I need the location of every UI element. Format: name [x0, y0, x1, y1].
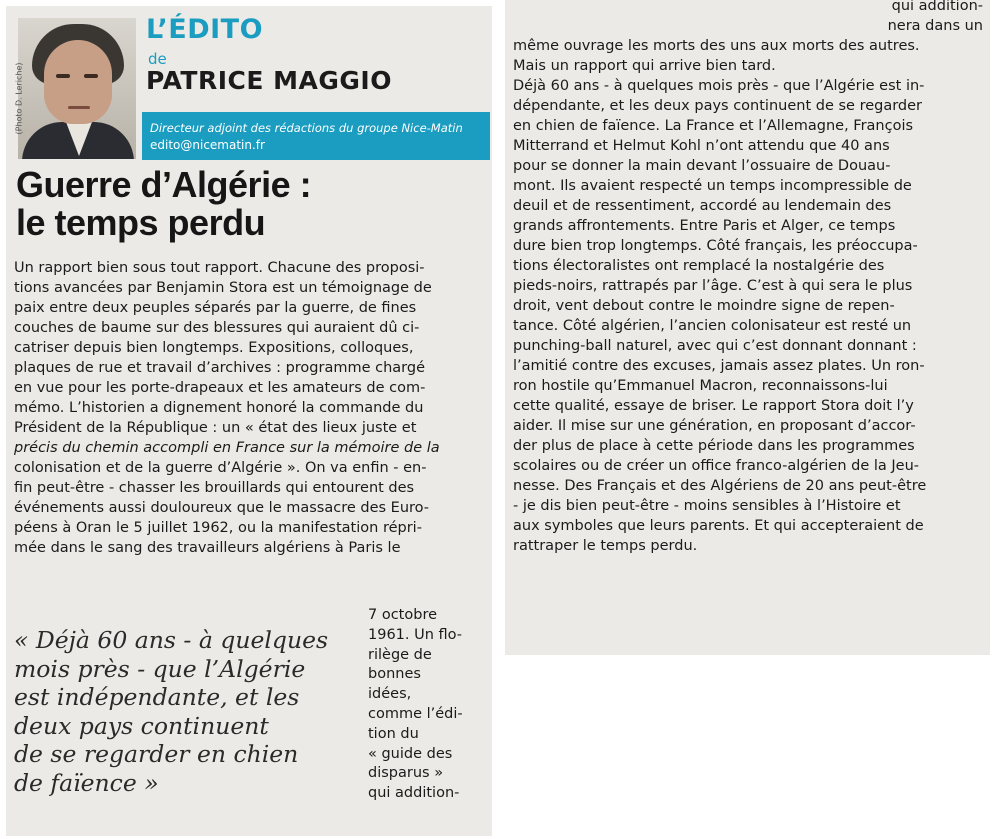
body-line: couches de baume sur des blessures qui auraient dû ci- — [14, 320, 420, 336]
body-line: en vue pour les porte-drapeaux et les amateurs de com- — [14, 380, 426, 396]
pull-quote-line: de se regarder en chien — [14, 740, 299, 768]
author-role: Directeur adjoint des rédactions du groupe Nice-Matin — [150, 121, 463, 135]
body-line: nera dans un — [887, 18, 983, 34]
body-line: tance. Côté algérien, l’ancien colonisateur est resté un — [513, 318, 912, 334]
photo-credit: (Photo D. Leriche) — [14, 62, 24, 135]
body-line: der plus de place à cette période dans les programmes — [513, 438, 915, 454]
author-email-link[interactable]: edito@nicematin.fr — [150, 138, 265, 152]
narrow-column-text — [368, 606, 488, 804]
body-line: mémo. L’historien a dignement honoré la commande du — [14, 400, 424, 416]
narrow-line: rilège de — [368, 646, 432, 663]
headline-line: le temps perdu — [16, 202, 266, 243]
section-kicker: L’ÉDITO — [146, 14, 264, 45]
body-line: précis du chemin accompli en France sur la mémoire de la — [14, 440, 440, 456]
photo-face-front — [44, 40, 112, 124]
body-line: Mitterrand et Helmut Kohl n’ont attendu que 40 ans — [513, 138, 890, 154]
pull-quote — [14, 626, 359, 797]
body-line: colonisation et de la guerre d’Algérie ». On va enfin - en- — [14, 460, 427, 476]
body-line: pieds-noirs, rattrapés par l’âge. C’est à qui sera le plus — [513, 278, 913, 294]
pull-quote-line: mois près - que l’Algérie — [14, 654, 306, 683]
body-line: mée dans le sang des travailleurs algériens à Paris le — [14, 540, 401, 556]
pull-quote-line: « Déjà 60 ans - à quelques — [14, 626, 329, 654]
body-line: même ouvrage les morts des uns aux morts des autres. — [513, 38, 920, 54]
body-line: paix entre deux peuples séparés par la guerre, de fines — [14, 300, 417, 316]
body-line: catriser depuis bien longtemps. Expositions, colloques, — [14, 340, 414, 356]
left-body-text — [14, 258, 488, 558]
body-line: dépendante, et les deux pays continuent de se regarder — [513, 98, 923, 114]
body-line: deuil et de ressentiment, accordé au lendemain des — [513, 198, 892, 214]
body-line: qui addition- — [891, 0, 983, 14]
left-column — [6, 6, 492, 836]
headline — [16, 166, 486, 242]
body-line: cette qualité, essaye de briser. Le rapport Stora doit l’y — [513, 398, 914, 414]
pull-quote-line: deux pays continuent — [14, 711, 269, 740]
photo-eye-right — [84, 74, 98, 78]
author-name: PATRICE MAGGIO — [146, 66, 392, 95]
pull-quote-line: est indépendante, et les — [14, 683, 300, 711]
body-line: nesse. Des Français et des Algériens de 20 ans peut-être — [513, 478, 927, 494]
narrow-line: 1961. Un flo- — [368, 626, 463, 643]
photo-eye-left — [56, 74, 70, 78]
narrow-line: qui addition- — [368, 785, 460, 802]
narrow-line: disparus » — [368, 765, 444, 782]
body-line: fin peut-être - chasser les brouillards qui entourent des — [14, 480, 415, 496]
body-line: mont. Ils avaient respecté un temps incompressible de — [513, 178, 912, 194]
right-body-text — [513, 0, 983, 556]
narrow-line: 7 octobre — [368, 607, 438, 623]
pull-quote-line: de faïence » — [14, 768, 159, 797]
author-role-bar — [142, 112, 490, 160]
by-word: de — [148, 50, 167, 68]
body-line: Un rapport bien sous tout rapport. Chacune des proposi- — [14, 260, 425, 276]
body-line: aux symboles que leurs parents. Et qui accepteraient de — [513, 518, 924, 534]
body-line: pour se donner la main devant l’ossuaire de Douau- — [513, 158, 891, 174]
body-line: punching-ball naturel, avec qui c’est donnant donnant : — [513, 338, 917, 354]
body-line: en chien de faïence. La France et l’Allemagne, François — [513, 118, 914, 134]
body-line: plaques de rue et travail d’archives : programme chargé — [14, 360, 426, 376]
body-line: tions électoralistes ont remplacé la nostalgérie des — [513, 258, 885, 274]
author-photo — [18, 18, 136, 159]
body-line: droit, vent debout contre le moindre signe de repen- — [513, 298, 895, 314]
narrow-line: idées, — [368, 686, 412, 703]
body-line: événements aussi douloureux que le massacre des Euro- — [14, 500, 430, 516]
body-line: Déjà 60 ans - à quelques mois près - que l’Algérie est in- — [513, 78, 925, 94]
body-line: - je dis bien peut-être - moins sensibles à l’Histoire et — [513, 498, 901, 514]
body-line: dure bien trop longtemps. Côté français, les préoccupa- — [513, 238, 918, 254]
photo-mouth — [68, 106, 90, 109]
body-line: tions avancées par Benjamin Stora est un témoignage de — [14, 280, 432, 296]
narrow-line: bonnes — [368, 666, 421, 683]
body-line: grands affrontements. Entre Paris et Alger, ce temps — [513, 218, 896, 234]
body-line: scolaires ou de créer un office franco-algérien de la Jeu- — [513, 458, 919, 474]
body-line: Mais un rapport qui arrive bien tard. — [513, 58, 776, 74]
narrow-line: « guide des — [368, 745, 453, 762]
narrow-line: comme l’édi- — [368, 705, 463, 722]
narrow-line: tion du — [368, 725, 419, 742]
body-line: péens à Oran le 5 juillet 1962, ou la manifestation répri- — [14, 520, 422, 536]
right-column — [505, 0, 990, 655]
body-line: l’amitié contre des excuses, jamais assez plates. Un ron- — [513, 358, 925, 374]
body-line: ron hostile qu’Emmanuel Macron, reconnaissons-lui — [513, 378, 888, 394]
body-line: Président de la République : un « état des lieux juste et — [14, 420, 417, 436]
headline-line: Guerre d’Algérie : — [16, 164, 312, 205]
body-line: aider. Il mise sur une génération, en proposant d’accor- — [513, 418, 916, 434]
body-line: rattraper le temps perdu. — [513, 538, 698, 554]
